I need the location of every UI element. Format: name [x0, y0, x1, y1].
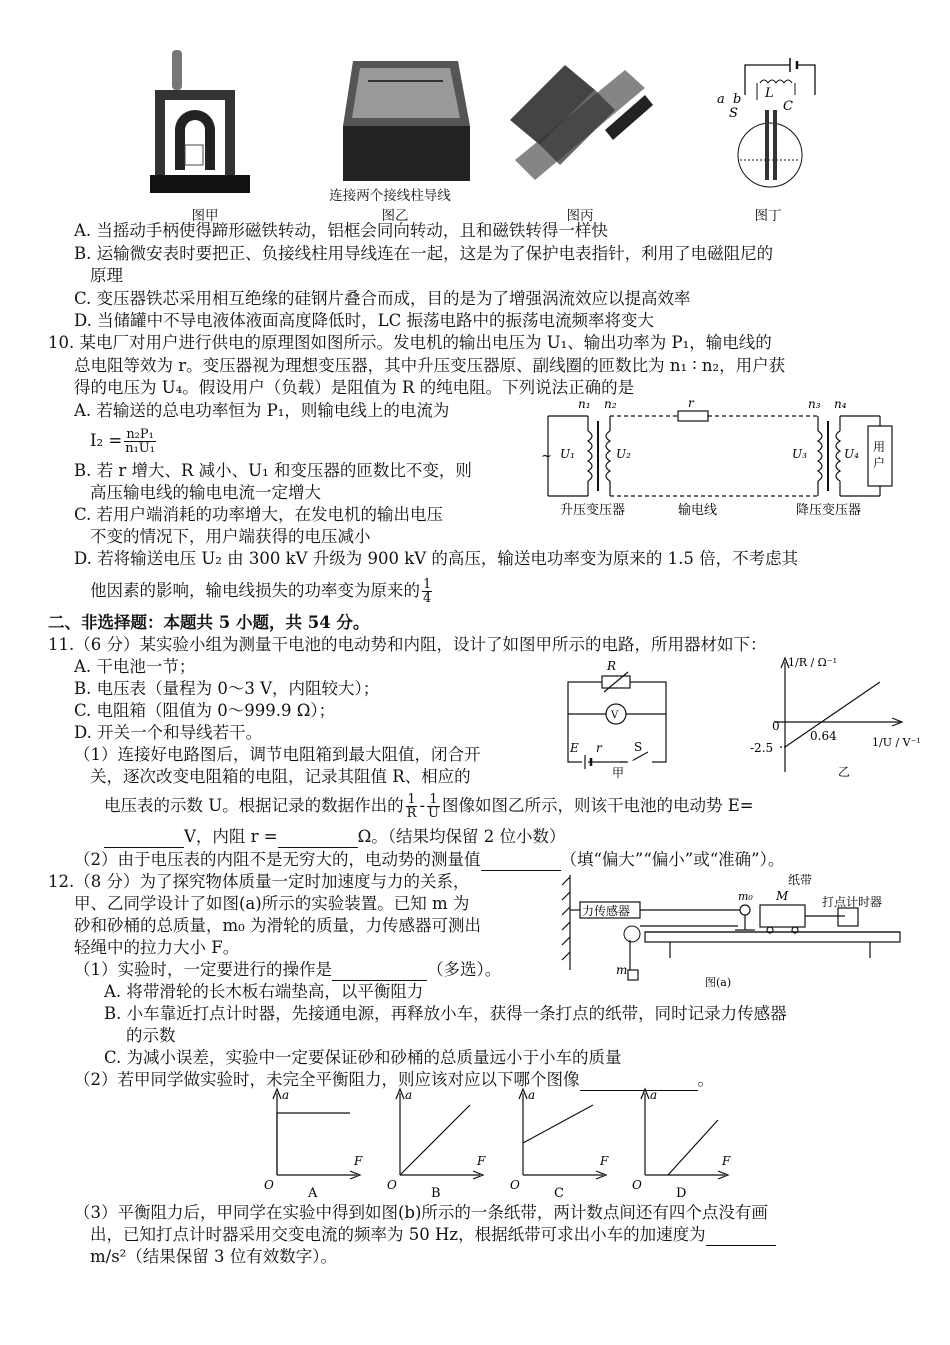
svg-text:O: O [510, 1178, 520, 1192]
ac-source-symbol: ~ [541, 449, 552, 464]
q11-graph-yi [750, 652, 921, 782]
fig11-v: V [611, 710, 619, 721]
q11-part2: （2）由于电压表的内阻不是无穷大的，电动势的测量值 （填“偏大”“偏小”或“准确”）。 [74, 850, 785, 869]
q12-stem-3: 砂和砂桶的总质量，m₀ 为滑轮的质量，力传感器可测出 [74, 916, 482, 935]
q12-apparatus [560, 870, 905, 990]
q12-graph-b [385, 1085, 495, 1200]
caption-step-down: 降压变压器 [796, 503, 862, 518]
q11-part1-line1: （1）连接好电路图后，调节电阻箱到最大阻值，闭合开 [74, 745, 481, 764]
fig12-m0: m₀ [738, 890, 753, 903]
label-n4: n₄ [834, 397, 847, 411]
q11-stem: 11.（6 分）某实验小组为测量干电池的电动势和内阻，设计了如图甲所示的电路，所用器材如下： [48, 635, 767, 654]
q11-item-b: B. 电压表（量程为 0～3 V，内阻较大）； [74, 679, 380, 698]
fig-ding-b: b [733, 92, 742, 107]
q12-part3-line3: m/s²（结果保留 3 位有效数字）。 [90, 1247, 338, 1266]
q10-circuit-diagram [538, 396, 908, 520]
user-label-2: 户 [873, 456, 886, 470]
fig12-sensor: 力传感器 [582, 904, 631, 918]
fig12-m: m [616, 963, 628, 977]
fig-ding-a: a [717, 92, 725, 107]
q12-graph-c [508, 1085, 618, 1200]
graph-a-label: A [308, 1186, 318, 1201]
q9-option-a: A. 当摇动手柄使得蹄形磁铁转动，铝框会同向转动，且和磁铁转得一样快 [74, 221, 608, 240]
q10-stem-2: 总电阻等效为 r。变压器视为理想变压器，其中升压变压器原、副线圈的匝数比为 n₁ ∶ n₂，用户获 [74, 356, 786, 375]
label-n3: n₃ [808, 397, 821, 411]
svg-text:F: F [722, 1154, 731, 1168]
q10-option-b-cont: 高压输电线的输电电流一定增大 [90, 483, 321, 502]
fig12-tape: 纸带 [788, 873, 813, 887]
q12-option-b-cont: 的示数 [126, 1026, 176, 1045]
q10-option-c-cont: 不变的情况下，用户端获得的电压减小 [90, 527, 371, 546]
graph-d-label: D [676, 1186, 687, 1201]
q11-part1-line4: V，内阻 r = Ω。（结果均保留 2 位小数） [104, 826, 566, 848]
q12-part1: （1）实验时，一定要进行的操作是 （多选）。 [74, 960, 502, 979]
label-n2: n₂ [604, 397, 617, 411]
q11-part1-line3: 电压表的示数 U。根据记录的数据作出的 $\frac{1}{R}$ - $\frac{1}{U}$ 图像如图乙所示，则该干电池的电动势 E= [104, 792, 754, 821]
fig11-ylabel: 1/R / Ω⁻¹ [788, 656, 838, 669]
fig11-caption-jia: 甲 [612, 766, 625, 780]
fig12-caption: 图(a) [705, 976, 732, 989]
q12-graph-d [630, 1085, 740, 1200]
svg-text:F: F [477, 1154, 486, 1168]
q10-stem-1: 10. 某电厂对用户进行供电的原理图如图所示。发电机的输出电压为 U₁、输出功率为 P₁，输电线的 [48, 333, 772, 352]
q11-part1-line2: 关，逐次改变电阻箱的电阻，记录其阻值 R、相应的 [90, 767, 471, 786]
q12-option-b: B. 小车靠近打点计时器，先接通电源，再释放小车，获得一条打点的纸带，同时记录力传感器 [104, 1004, 787, 1023]
answer-blank-ops[interactable] [332, 964, 427, 981]
label-u1: U₁ [560, 447, 575, 461]
user-label-1: 用 [873, 440, 886, 454]
svg-text:F: F [600, 1154, 609, 1168]
fig11-y0: -2.5 [750, 741, 774, 755]
caption-yi: 图乙 [381, 208, 409, 224]
label-r: r [688, 396, 694, 410]
figure-jia-magnet [150, 50, 260, 200]
fig11-s: S [634, 740, 643, 754]
q11-circuit-jia [560, 652, 675, 780]
caption-step-up: 升压变压器 [560, 503, 626, 518]
graph-c-label: C [554, 1186, 564, 1201]
caption-jia: 图甲 [191, 208, 219, 224]
caption-bing: 图丙 [566, 208, 594, 224]
q12-part2: （2）若甲同学做实验时，未完全平衡阻力，则应该对应以下哪个图像 。 [74, 1070, 714, 1089]
q10-option-d-cont: 他因素的影响，输电线损失的功率变为原来的 $\frac{1}{4}$ [90, 577, 432, 606]
q12-part3-line2: 出，已知打点计时器采用交变电流的频率为 50 Hz，根据纸带可求出小车的加速度为 [90, 1224, 776, 1246]
fig-ding-s: S [729, 106, 738, 121]
q9-option-b: B. 运输微安表时要把正、负接线柱用导线连在一起，这是为了保护电表指针，利用了电磁阻尼的 [74, 244, 774, 263]
q12-option-c: C. 为减小误差，实验中一定要保证砂和砂桶的总质量远小于小车的质量 [104, 1048, 622, 1067]
answer-blank-r[interactable] [278, 831, 358, 848]
svg-text:a: a [405, 1088, 413, 1102]
q11-item-a: A. 干电池一节； [74, 657, 196, 676]
q10-option-d: D. 若将输送电压 U₂ 由 300 kV 升级为 900 kV 的高压，输送电功率变为原来的 1.5 倍，不考虑其 [74, 549, 799, 568]
label-u2: U₂ [616, 447, 631, 461]
svg-text:a: a [650, 1088, 658, 1102]
q12-option-a: A. 将带滑轮的长木板右端垫高，以平衡阻力 [104, 982, 424, 1001]
caption-line: 输电线 [678, 503, 718, 518]
svg-text:F: F [354, 1154, 363, 1168]
answer-blank-bias[interactable] [481, 854, 561, 871]
figure-ding-lc [715, 55, 835, 205]
answer-blank-e[interactable] [104, 831, 184, 848]
fig-yi-wire-label: 连接两个接线柱导线 [329, 188, 451, 204]
q12-stem-1: 12.（8 分）为了探究物体质量一定时加速度与力的关系， [48, 872, 470, 891]
fig-ding-c: C [783, 99, 793, 114]
graph-b-label: B [431, 1186, 441, 1201]
fig12-timer: 打点计时器 [822, 895, 883, 909]
figure-bing-core [505, 60, 655, 190]
q12-part3-line1: （3）平衡阻力后，甲同学在实验中得到如图(b)所示的一条纸带，两计数点间还有四个点没有画 [74, 1203, 768, 1222]
svg-text:a: a [528, 1088, 536, 1102]
fig11-xlabel: 1/U / V⁻¹ [872, 736, 921, 749]
fig11-rin: r [596, 741, 602, 755]
q10-option-c: C. 若用户端消耗的功率增大，在发电机的输出电压 [74, 505, 444, 524]
fig12-M: M [776, 889, 789, 903]
q12-graph-a [262, 1085, 372, 1200]
q10-option-a-formula: I₂ = $\frac{\text{n₂P₁}}{\text{n₁U₁}}$ [90, 427, 155, 456]
q12-stem-4: 轻绳中的拉力大小 F。 [74, 938, 240, 957]
q11-item-d: D. 开关一个和导线若干。 [74, 723, 263, 742]
caption-ding: 图丁 [754, 208, 782, 224]
q9-option-c: C. 变压器铁芯采用相互绝缘的硅钢片叠合而成，目的是为了增强涡流效应以提高效率 [74, 289, 691, 308]
q11-item-c: C. 电阻箱（阻值为 0～999.9 Ω）； [74, 701, 336, 720]
answer-blank-accel[interactable] [706, 1229, 776, 1246]
q10-option-b: B. 若 r 增大、R 减小、U₁ 和变压器的匝数比不变，则 [74, 461, 472, 480]
svg-text:O: O [264, 1178, 274, 1192]
fig11-x0: 0.64 [810, 729, 837, 743]
fig11-caption-yi: 乙 [838, 765, 851, 779]
fig11-r: R [607, 659, 617, 673]
label-u3: U₃ [792, 447, 807, 461]
label-u4: U₄ [844, 447, 859, 461]
q10-option-a: A. 若输送的总电功率恒为 P₁，则输电线上的电流为 [74, 401, 450, 420]
fig11-e: E [570, 741, 579, 755]
fig-ding-l: L [765, 86, 774, 101]
q12-stem-2: 甲、乙同学设计了如图(a)所示的实验装置。已知 m 为 [74, 894, 470, 913]
svg-text:a: a [282, 1088, 290, 1102]
svg-text:O: O [387, 1178, 397, 1192]
q9-option-d: D. 当储罐中不导电液体液面高度降低时，LC 振荡电路中的振荡电流频率将变大 [74, 311, 654, 330]
q9-option-b-cont: 原理 [90, 266, 123, 285]
figure-yi-meter [338, 56, 473, 186]
q10-stem-3: 得的电压为 U₄。假设用户（负载）是阻值为 R 的纯电阻。下列说法正确的是 [74, 378, 635, 397]
svg-text:O: O [632, 1178, 642, 1192]
section-2-heading: 二、非选择题：本题共 5 小题，共 54 分。 [48, 613, 370, 632]
fig11-origin: 0 [772, 719, 780, 733]
label-n1: n₁ [578, 397, 591, 411]
